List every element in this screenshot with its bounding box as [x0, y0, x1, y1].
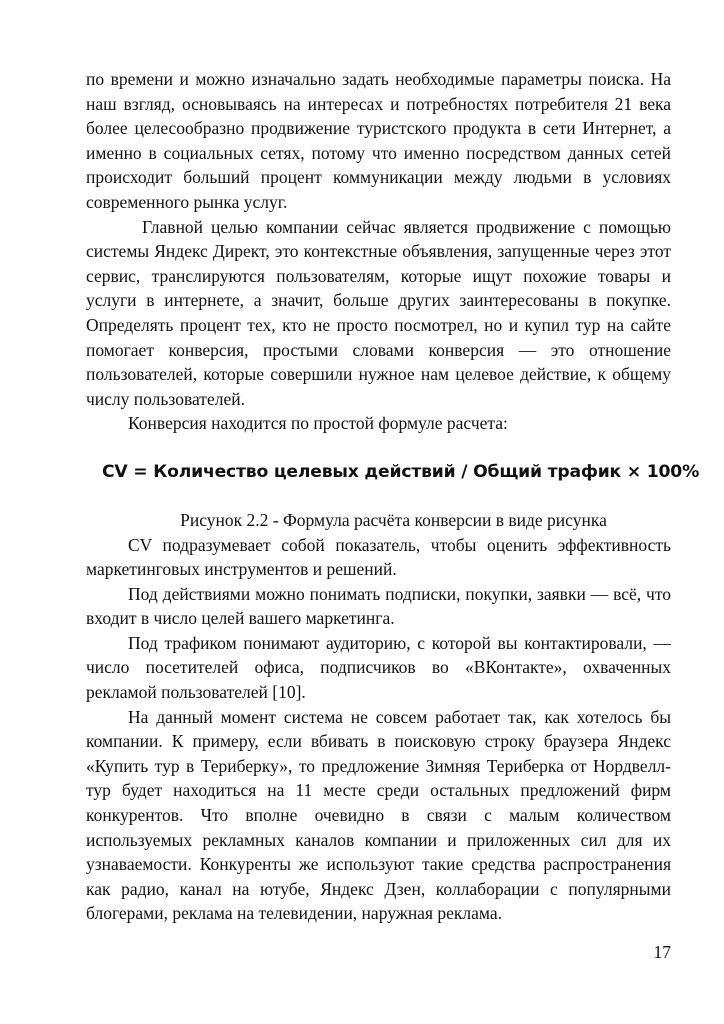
paragraph-yandex-direct: Главной целью компании сейчас является продвижение с помощью системы Яндекс Директ, это контекстные объявления, запущенные через этот сервис, транслируются пользователям, которые ищут похожие товары и услуги в интернете, а значит, больше других заинтересованы в покупке. Определять процент тех, кто не просто посмотрел, но и купил тур на сайте помогает конверсия, простыми словами конверсия — это отношение пользователей, которые совершили нужное нам целевое действие, к общему числу пользователей. — [86, 216, 671, 409]
page-number: 17 — [653, 942, 671, 962]
paragraph-cv-definition: CV подразумевает собой показатель, чтобы оценить эффективность маркетинговых инструментов и решений. — [86, 534, 671, 580]
paragraph-continued: по времени и можно изначально задать необходимые параметры поиска. На наш взгляд, основываясь на интересах и потребностях потребителя 21 века более целесообразно продвижение туристского продукта в сети Интернет, а именно в социальных сетях, потому что именно посредством данных сетей происходит больший процент коммуникации между людьми в условиях современного рынка услуг. — [86, 69, 671, 212]
formula-image — [86, 458, 700, 486]
paragraph-conversion-formula-intro: Конверсия находится по простой формуле расчета: — [128, 413, 508, 434]
figure-caption: Рисунок 2.2 - Формула расчёта конверсии в виде рисунка — [180, 509, 607, 530]
paragraph-traffic-definition: Под трафиком понимают аудиторию, с которой вы контактировали, — число посетителей офиса, подписчиков во «ВКонтакте», охваченных рекламой пользователей [10]. — [86, 632, 671, 703]
paragraph-actions-definition: Под действиями можно понимать подписки, покупки, заявки — всё, что входит в число целей вашего маркетинга. — [86, 583, 671, 629]
formula-text: CV = Количество целевых действий / Общий трафик × 100% — [102, 461, 700, 482]
paragraph-current-situation: На данный момент система не совсем работает так, как хотелось бы компании. К примеру, если вбивать в поисковую строку браузера Яндекс «Купить тур в Териберку», то предложение Зимняя Териберка от Нордвелл-тур будет находиться на 11 месте среди остальных предложений фирм конкурентов. Что вполне очевидно в связи с малым количеством используемых рекламных каналов компании и приложенных сил для их узнаваемости. Конкуренты же используют такие средства распространения как радио, канал на ютубе, Яндекс Дзен, коллаборации с популярными блогерами, реклама на телевидении, наружная реклама. — [86, 706, 671, 924]
page-body — [86, 67, 700, 926]
